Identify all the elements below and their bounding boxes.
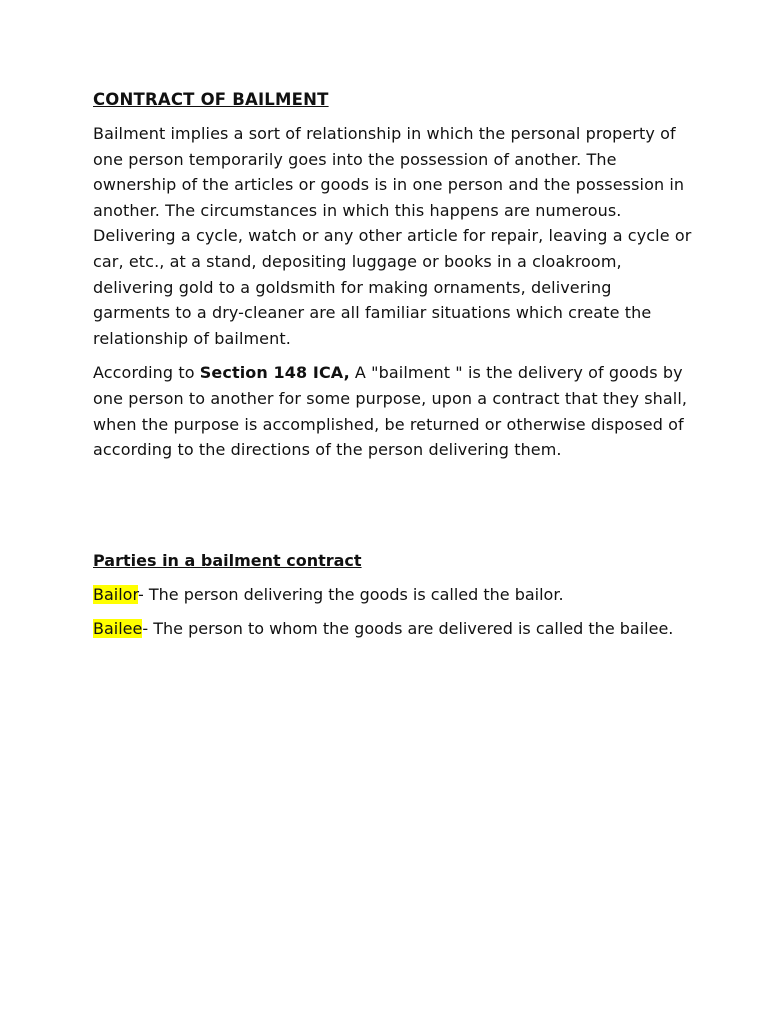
party-description-bailee: - The person to whom the goods are delivered is called the bailee. [142,619,674,639]
document-page [93,88,693,651]
intro-paragraph: Bailment implies a sort of relationship in which the personal property of one person temporarily goes into the possession of another. The ownership of the articles or goods is in one person and the possession in another. The circumstances in which this happens are numerous. Delivering a cycle, watch or any other article for repair, leaving a cycle or car, etc., at a stand, depositing luggage or books in a cloakroom, delivering gold to a goldsmith for making ornaments, delivering garments to a dry-cleaner are all familiar situations which create the relationship of bailment. [93,124,692,348]
party-bailor [93,582,693,608]
party-term-bailor: Bailor [93,584,139,604]
document-title: CONTRACT OF BAILMENT [93,90,329,109]
section-reference: Section 148 ICA, [199,363,350,383]
definition-paragraph [93,360,693,462]
party-bailee [93,616,693,642]
party-term-bailee: Bailee [93,619,143,639]
definition-prefix: According to [93,363,200,383]
parties-heading: Parties in a bailment contract [93,550,362,570]
definition-text: A "bailment " is the delivery of goods by one person to another for some purpose, upon a contract that they shall, when the purpose is accomplished, be returned or otherwise disposed of according to the directions of the person delivering them. [93,363,688,460]
party-description-bailor: - The person delivering the goods is called the bailor. [138,584,564,604]
